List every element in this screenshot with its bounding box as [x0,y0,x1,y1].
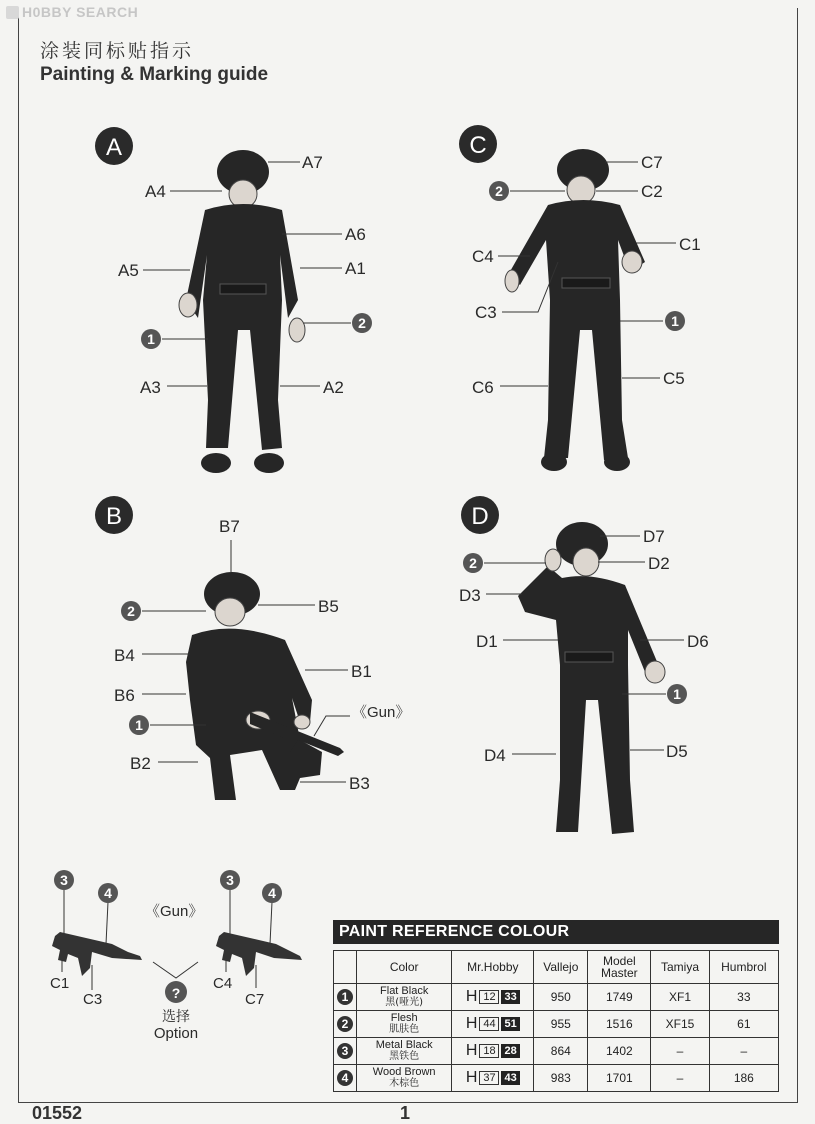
svg-text:?: ? [171,985,181,1001]
watermark-text: H0BBY SEARCH [22,4,139,20]
paint-reference [333,920,779,1092]
label-c1: C1 [679,235,701,254]
label-a1: A1 [345,259,366,278]
label-b7: B7 [219,517,240,536]
option-label-cn: 选择 [162,1009,190,1025]
row-number: 3 [337,1043,353,1059]
svg-text:2: 2 [469,555,477,571]
table-row: 3 Metal Black 黑铁色 H 18 28 864 1402 – – [334,1038,779,1065]
paint-table [333,950,779,1092]
svg-text:1: 1 [135,717,143,733]
label-c4: C4 [472,247,494,266]
label-d5: D5 [666,742,688,761]
label-b5: B5 [318,597,339,616]
label-a6: A6 [345,225,366,244]
panel-a-letter: A [105,134,123,161]
label-b1: B1 [351,662,372,681]
svg-text:1: 1 [147,331,155,347]
row-number: 1 [337,989,353,1005]
color-name: Wood Brown [372,1066,436,1078]
col-humbrol: Humbrol [709,951,778,984]
label-c2: C2 [641,182,663,201]
gun-title: 《Gun》 [145,903,204,920]
label-d1: D1 [476,632,498,651]
label-d3: D3 [459,586,481,605]
svg-text:3: 3 [226,872,234,888]
panel-d [459,496,709,834]
table-row: 2 Flesh 肌肤色 H 44 51 955 1516 XF15 61 [334,1011,779,1038]
figure-a [179,150,305,473]
page-title-cn: 涂装同标贴指示 [40,40,195,62]
col-model-master: Model Master [588,951,651,984]
svg-text:2: 2 [495,183,503,199]
col-color: Color [357,951,452,984]
table-row: 4 Wood Brown 木棕色 H 37 43 983 1701 – 186 [334,1065,779,1092]
color-name-cn: 木棕色 [389,1078,420,1089]
gun-right [213,870,302,1008]
label-b6: B6 [114,686,135,705]
panel-b-letter: B [105,503,123,530]
table-row: 1 Flat Black 黑(哑光) H 12 33 950 1749 XF1 33 [334,984,779,1011]
label-c3-gun: C3 [83,991,103,1008]
label-b2: B2 [130,754,151,773]
page-number: 1 [400,1103,411,1123]
label-a3: A3 [140,378,161,397]
paint-reference-heading: PAINT REFERENCE COLOUR [333,920,779,944]
row-number: 4 [337,1070,353,1086]
label-a7: A7 [302,153,323,172]
gun-section [50,870,302,1042]
svg-text:1: 1 [671,313,679,329]
figure-c [505,149,645,471]
color-name: Flesh [390,1012,418,1024]
label-d4: D4 [484,746,506,765]
row-number: 2 [337,1016,353,1032]
label-c7-gun: C7 [245,991,265,1008]
col-tamiya: Tamiya [651,951,709,984]
panel-c [459,125,701,471]
label-c3: C3 [475,303,497,322]
svg-text:1: 1 [673,686,681,702]
table-header-row [334,951,779,984]
svg-text:4: 4 [268,885,276,901]
page-title: Painting & Marking guide [40,64,269,85]
color-name: Metal Black [375,1039,433,1051]
panel-c-letter: C [469,132,487,159]
label-a4: A4 [145,182,166,201]
label-d7: D7 [643,527,665,546]
color-name-cn: 黑(哑光) [385,997,424,1008]
color-name-cn: 肌肤色 [389,1024,420,1035]
label-b3: B3 [349,774,370,793]
label-d6: D6 [687,632,709,651]
panel-a [95,127,372,473]
svg-text:4: 4 [104,885,112,901]
label-c5: C5 [663,369,685,388]
figure-d [518,522,665,834]
label-a2: A2 [323,378,344,397]
panel-b [95,496,410,800]
label-a5: A5 [118,261,139,280]
part-number: 01552 [32,1103,83,1123]
gun-left [50,870,142,1008]
color-name: Flat Black [380,985,429,997]
svg-text:2: 2 [358,315,366,331]
label-c7: C7 [641,153,663,172]
option-label: Option [153,1025,199,1042]
label-c6: C6 [472,378,494,397]
svg-text:2: 2 [127,603,135,619]
label-b4: B4 [114,646,135,665]
label-d2: D2 [648,554,670,573]
col-mrhobby: Mr.Hobby [452,951,534,984]
color-name-cn: 黑铁色 [389,1051,420,1062]
label-b-gun: 《Gun》 [352,704,411,721]
panel-d-letter: D [471,503,489,530]
col-vallejo: Vallejo [534,951,588,984]
svg-text:3: 3 [60,872,68,888]
label-c1-gun: C1 [50,975,70,992]
label-c4-gun: C4 [213,975,233,992]
